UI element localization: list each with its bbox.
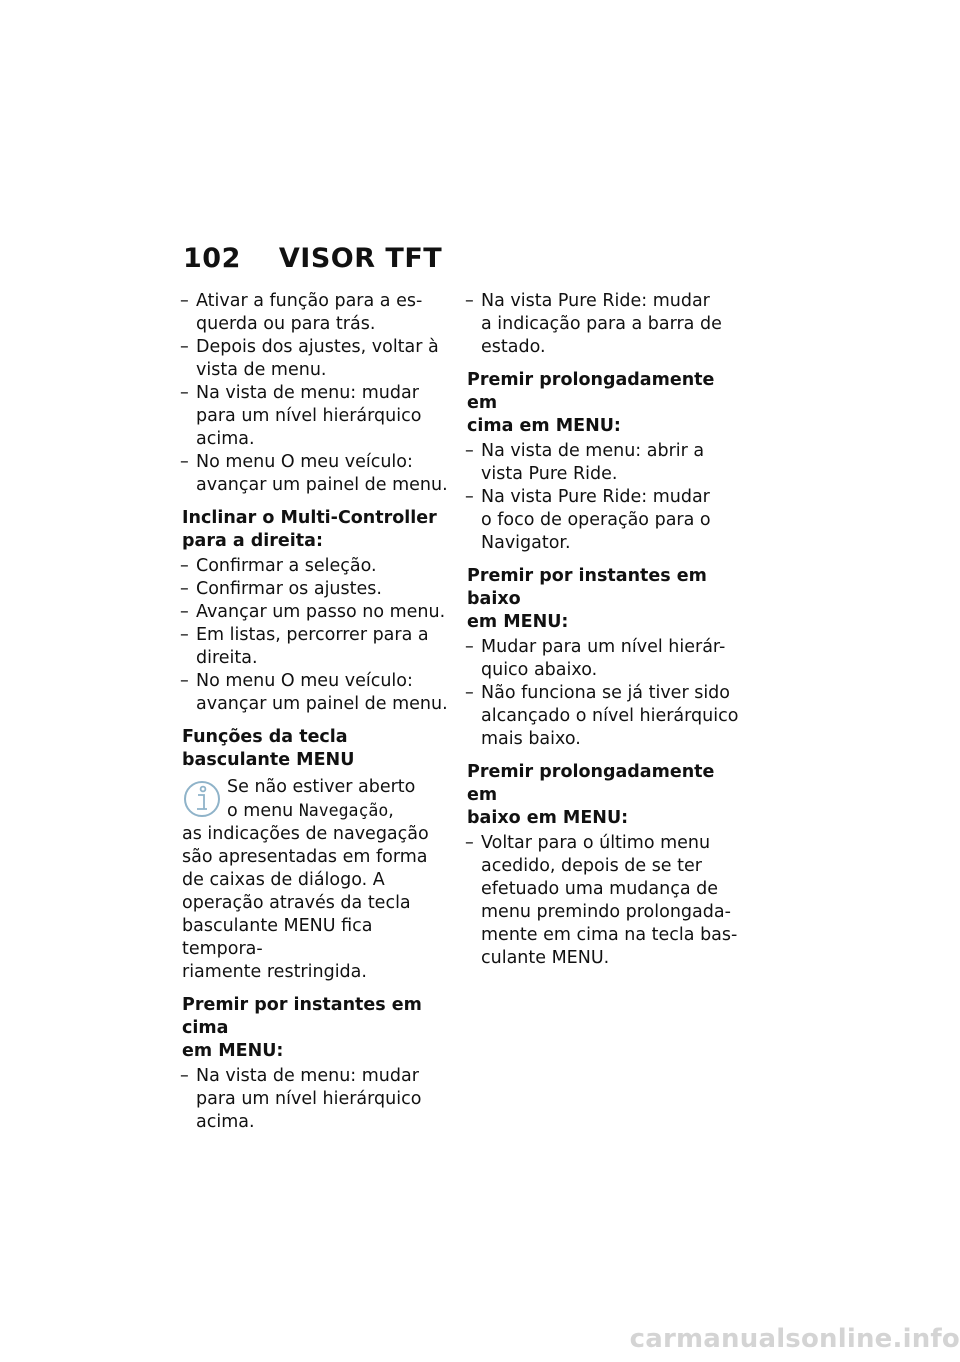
- page-header: [183, 243, 442, 274]
- list-item: – Não funciona se já tiver sido alcançado o nível hierárquico mais baixo.: [467, 682, 739, 751]
- right-list-4: [467, 832, 739, 970]
- left-list-1: [182, 290, 454, 497]
- list-item: – Mudar para um nível hierár- quico abaixo.: [467, 636, 739, 682]
- page-title: VISOR TFT: [278, 243, 443, 274]
- section-heading: Inclinar o Multi-Controller para a direita:: [182, 508, 437, 551]
- note-line-2-suffix: ,: [388, 801, 394, 821]
- list-item: – Avançar um passo no menu.: [182, 601, 454, 624]
- list-item: – Depois dos ajustes, voltar à vista de menu.: [182, 336, 454, 382]
- list-item: – Na vista de menu: abrir a vista Pure Ride.: [467, 440, 739, 486]
- note-line-2-prefix: o menu: [227, 801, 299, 821]
- section-heading: Funções da tecla basculante MENU: [182, 727, 355, 770]
- right-list-3: [467, 636, 739, 751]
- info-icon: [182, 779, 222, 819]
- list-item: – Voltar para o último menu acedido, depois de se ter efetuado uma mudança de menu premindo prolongada- mente em cima na tecla bas- culante MENU.: [467, 832, 739, 970]
- menu-name-navegacao: Navegação: [298, 801, 389, 820]
- list-item: – Na vista de menu: mudar para um nível hierárquico acima.: [182, 382, 454, 451]
- list-item: – No menu O meu veículo: avançar um painel de menu.: [182, 451, 454, 497]
- right-column: [467, 290, 739, 970]
- right-list-1: [467, 290, 739, 359]
- list-item: – Em listas, percorrer para a direita.: [182, 624, 454, 670]
- note-body: as indicações de navegação são apresentadas em forma de caixas de diálogo. A operação através da tecla basculante MENU fica tempora- riamente restringida.: [182, 824, 429, 982]
- list-item: – Confirmar os ajustes.: [182, 578, 454, 601]
- note-line-1: Se não estiver aberto: [227, 777, 416, 797]
- list-item: – Na vista de menu: mudar para um nível hierárquico acima.: [182, 1065, 454, 1134]
- info-note: [182, 776, 454, 984]
- list-item: – Na vista Pure Ride: mudar a indicação para a barra de estado.: [467, 290, 739, 359]
- list-item: – Confirmar a seleção.: [182, 555, 454, 578]
- list-item: – Na vista Pure Ride: mudar o foco de operação para o Navigator.: [467, 486, 739, 555]
- section-heading: Premir por instantes em cima em MENU:: [182, 995, 422, 1061]
- page-number: 102: [183, 243, 241, 274]
- watermark: carmanualsonline.info: [629, 1324, 960, 1354]
- list-item: – No menu O meu veículo: avançar um painel de menu.: [182, 670, 454, 716]
- section-heading: Premir prolongadamente em cima em MENU:: [467, 370, 715, 436]
- note-first-lines: [182, 776, 454, 823]
- left-list-3: [182, 1065, 454, 1134]
- section-heading: Premir prolongadamente em baixo em MENU:: [467, 762, 715, 828]
- section-heading: Premir por instantes em baixo em MENU:: [467, 566, 707, 632]
- left-list-2: [182, 555, 454, 716]
- left-column: [182, 290, 454, 1134]
- list-item: – Ativar a função para a es- querda ou para trás.: [182, 290, 454, 336]
- right-list-2: [467, 440, 739, 555]
